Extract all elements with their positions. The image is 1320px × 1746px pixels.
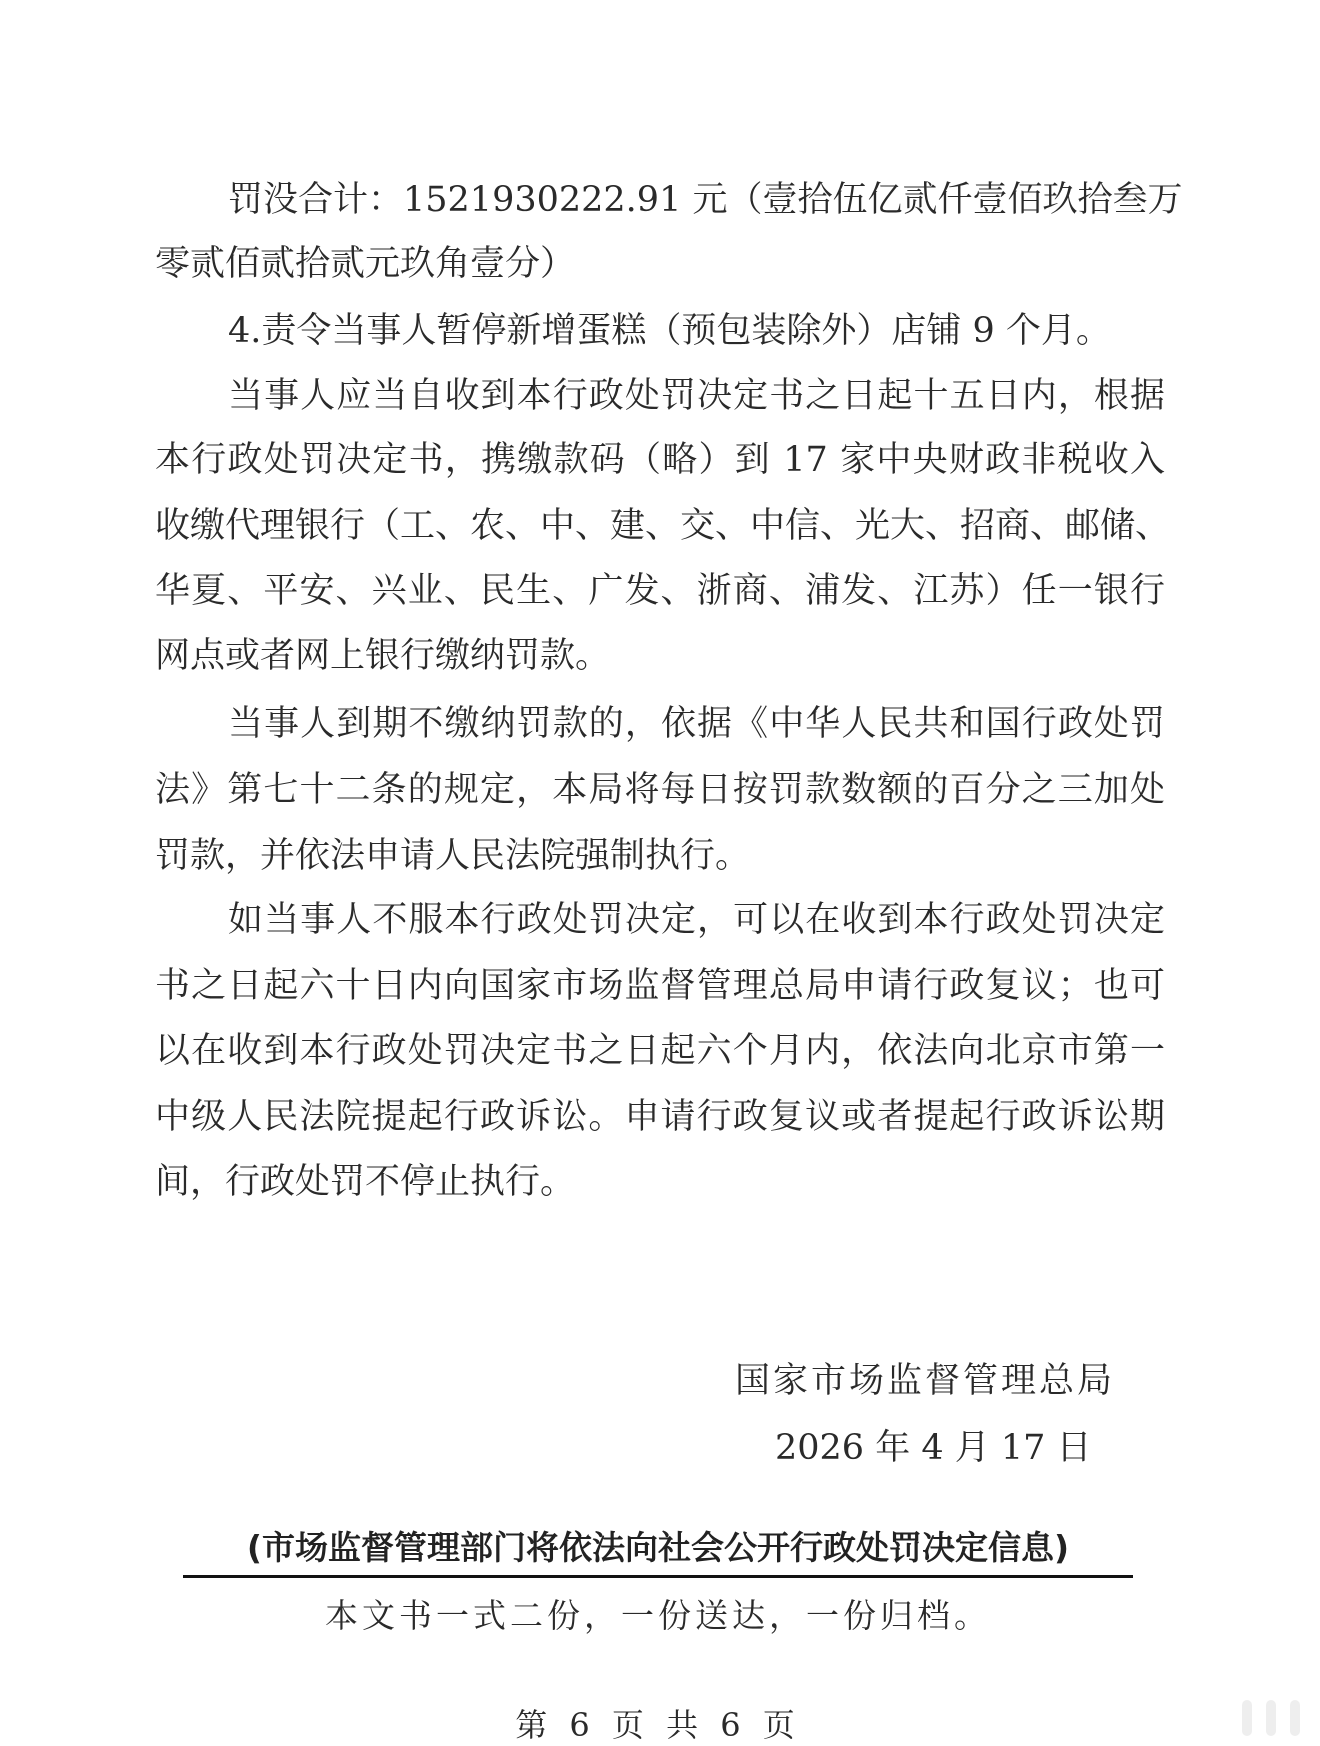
text-line: 如当事人不服本行政处罚决定，可以在收到本行政处罚决定 [228, 900, 1165, 940]
text-line: 以在收到本行政处罚决定书之日起六个月内，依法向北京市第一 [155, 1031, 1165, 1071]
text-line: 网点或者网上银行缴纳罚款。 [155, 636, 611, 676]
text-line: 书之日起六十日内向国家市场监督管理总局申请行政复议；也可 [155, 966, 1165, 1006]
text-line: 4.责令当事人暂停新增蛋糕（预包装除外）店铺 9 个月。 [228, 311, 1111, 351]
signature-date: 2026 年 4 月 17 日 [775, 1428, 1092, 1468]
divider-line [183, 1575, 1133, 1578]
text-line: 零贰佰贰拾贰元玖角壹分） [155, 244, 576, 284]
text-line: 华夏、平安、兴业、民生、广发、浙商、浦发、江苏）任一银行 [155, 571, 1165, 611]
text-line: 当事人应当自收到本行政处罚决定书之日起十五日内，根据 [228, 376, 1165, 416]
copies-note: 本文书一式二份，一份送达，一份归档。 [325, 1596, 991, 1635]
text-line: 法》第七十二条的规定，本局将每日按罚款数额的百分之三加处 [155, 770, 1165, 810]
text-line: 中级人民法院提起行政诉讼。申请行政复议或者提起行政诉讼期 [155, 1097, 1165, 1137]
signature-org: 国家市场监督管理总局 [735, 1361, 1116, 1401]
public-disclosure-notice: (市场监督管理部门将依法向社会公开行政处罚决定信息) [246, 1528, 1070, 1567]
text-line: 当事人到期不缴纳罚款的，依据《中华人民共和国行政处罚 [228, 704, 1165, 744]
page-number: 第 6 页 共 6 页 [515, 1706, 801, 1744]
text-line: 本行政处罚决定书，携缴款码（略）到 17 家中央财政非税收入 [155, 440, 1165, 480]
watermark-bars-icon [1242, 1700, 1300, 1736]
text-line: 罚没合计：1521930222.91 元（壹拾伍亿贰仟壹佰玖拾叁万 [228, 180, 1183, 220]
text-line: 收缴代理银行（工、农、中、建、交、中信、光大、招商、邮储、 [155, 506, 1171, 546]
text-line: 间，行政处罚不停止执行。 [155, 1162, 576, 1202]
text-line: 罚款，并依法申请人民法院强制执行。 [155, 836, 751, 876]
